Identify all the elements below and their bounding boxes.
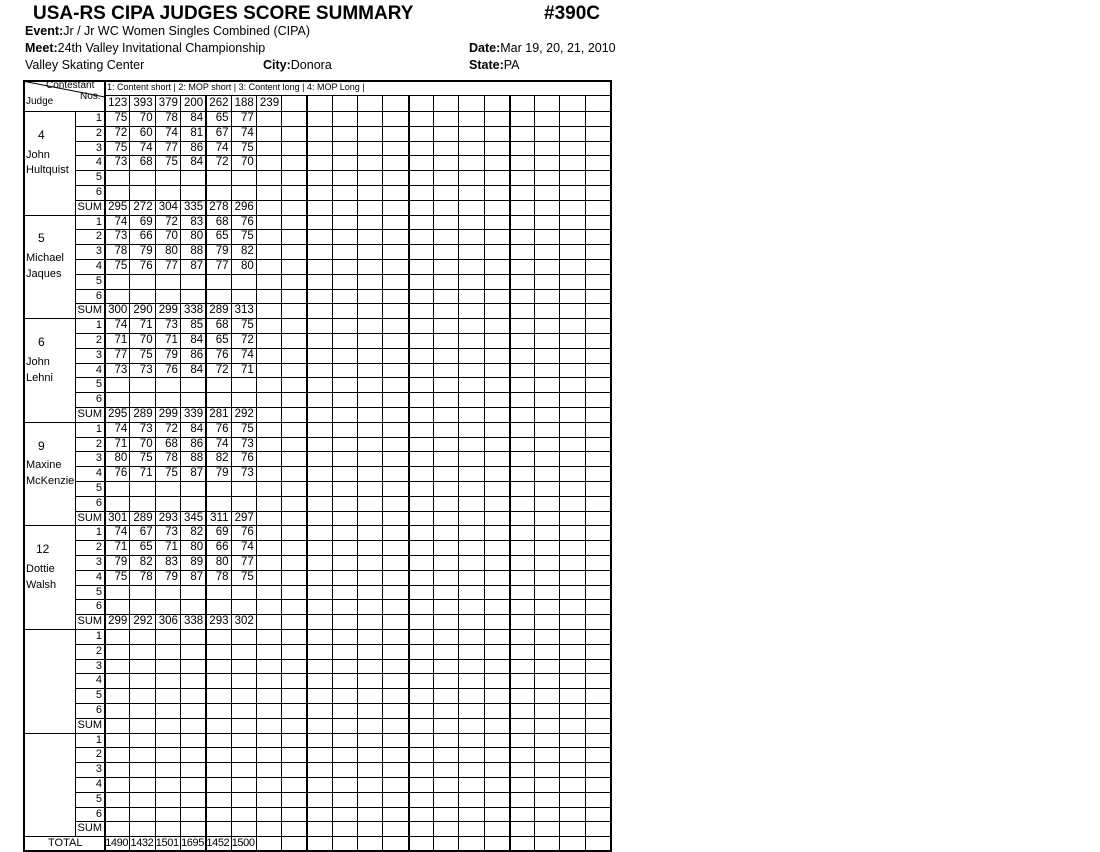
row-label: SUM — [77, 408, 102, 420]
grid-line — [75, 585, 610, 586]
judge-last-name: Walsh — [26, 578, 57, 591]
grid-line — [75, 599, 610, 600]
total-cell: 1695 — [181, 837, 204, 850]
score-cell: 74 — [165, 126, 178, 139]
row-label: 2 — [95, 644, 102, 657]
score-cell: 74 — [215, 437, 229, 450]
form-number: #390C — [544, 3, 600, 24]
row-label: 2 — [95, 126, 102, 139]
row-label: 1 — [95, 733, 102, 746]
score-cell: 65 — [215, 334, 229, 346]
row-label: 6 — [95, 807, 102, 820]
sum-cell: 335 — [184, 200, 204, 213]
score-cell: 78 — [215, 570, 229, 583]
category-legend: 1: Content short | 2: MOP short | 3: Content long | 4: MOP Long | — [107, 82, 365, 92]
score-cell: 85 — [190, 319, 204, 332]
score-cell: 76 — [215, 348, 229, 361]
score-cell: 73 — [165, 526, 178, 539]
sum-cell: 292 — [234, 408, 254, 420]
date-label: Date: — [469, 41, 501, 55]
sum-cell: 299 — [158, 408, 178, 420]
page-title: USA-RS CIPA JUDGES SCORE SUMMARY — [33, 3, 414, 24]
score-cell: 71 — [165, 541, 178, 554]
row-label: 6 — [95, 496, 102, 509]
score-cell: 70 — [139, 334, 153, 346]
row-label: 6 — [95, 704, 102, 716]
grid-line — [559, 95, 560, 850]
score-cell: 75 — [114, 141, 128, 154]
grid-line — [408, 95, 410, 850]
sum-cell: 278 — [209, 200, 229, 213]
grid-line — [332, 95, 333, 850]
city-field — [263, 58, 332, 73]
score-cell: 77 — [241, 112, 254, 124]
sum-cell: 281 — [209, 408, 229, 420]
score-cell: 73 — [165, 319, 178, 332]
sum-cell: 338 — [184, 304, 204, 317]
event-value: Jr / Jr WC Women Singles Combined (CIPA) — [63, 24, 311, 38]
score-cell: 76 — [139, 260, 153, 272]
sum-cell: 292 — [133, 615, 153, 628]
row-label: 4 — [95, 260, 102, 272]
contestant-number: 200 — [184, 97, 204, 109]
sum-cell: 302 — [234, 615, 254, 628]
row-label: 3 — [95, 556, 102, 568]
score-cell: 82 — [241, 245, 254, 258]
score-cell: 77 — [241, 556, 254, 568]
score-cell: 75 — [114, 260, 128, 272]
grid-line — [281, 95, 282, 850]
grid-line — [610, 80, 612, 852]
score-cell: 75 — [241, 319, 254, 332]
total-cell: 1432 — [130, 837, 154, 850]
row-label: SUM — [77, 615, 102, 628]
score-cell: 65 — [215, 112, 229, 124]
grid-line — [75, 821, 610, 822]
grid-line — [75, 673, 610, 674]
score-cell: 67 — [215, 126, 229, 139]
score-cell: 72 — [165, 215, 178, 228]
grid-line — [75, 659, 610, 660]
score-cell: 76 — [241, 452, 254, 465]
grid-line — [75, 185, 610, 186]
grid-line — [75, 807, 610, 808]
score-cell: 68 — [139, 156, 153, 169]
row-label: 1 — [95, 422, 102, 435]
row-label: SUM — [77, 511, 102, 524]
row-label: 5 — [95, 171, 102, 184]
score-cell: 72 — [114, 126, 128, 139]
judge-first-name: John — [26, 355, 50, 368]
grid-line — [75, 377, 610, 378]
sum-cell: 289 — [133, 511, 153, 524]
date-field — [469, 41, 616, 56]
score-cell: 77 — [165, 260, 178, 272]
sum-cell: 301 — [108, 511, 128, 524]
score-cell: 75 — [114, 112, 128, 124]
row-label: 5 — [95, 689, 102, 702]
score-cell: 74 — [114, 215, 128, 228]
score-cell: 79 — [215, 245, 229, 258]
corner-judge-label: Judge — [26, 96, 54, 107]
score-cell: 77 — [114, 348, 128, 361]
row-label: 4 — [95, 674, 102, 687]
row-label: 3 — [95, 452, 102, 465]
score-cell: 84 — [190, 156, 204, 169]
score-cell: 83 — [190, 215, 204, 228]
judge-first-name: John — [26, 148, 50, 161]
judge-last-name: Lehni — [26, 371, 53, 384]
grid-line — [75, 747, 610, 748]
score-cell: 86 — [190, 348, 204, 361]
row-label: 6 — [95, 186, 102, 198]
score-cell: 72 — [215, 156, 229, 169]
row-label: 4 — [95, 156, 102, 169]
row-label: 2 — [95, 748, 102, 761]
grid-line — [75, 644, 610, 645]
sum-cell: 289 — [133, 408, 153, 420]
grid-line — [585, 95, 586, 850]
score-cell: 75 — [241, 230, 254, 243]
sum-cell: 313 — [234, 304, 254, 317]
score-cell: 88 — [190, 245, 204, 258]
judge-last-name: Jaques — [26, 268, 62, 280]
row-label: 6 — [95, 393, 102, 406]
row-label: 5 — [95, 792, 102, 805]
score-cell: 86 — [190, 141, 204, 154]
row-label: 4 — [95, 363, 102, 376]
score-cell: 71 — [139, 319, 153, 332]
row-label: 3 — [95, 245, 102, 258]
row-label: 3 — [95, 348, 102, 361]
score-cell: 73 — [241, 437, 254, 450]
sum-cell: 339 — [184, 408, 204, 420]
score-cell: 68 — [215, 319, 229, 332]
row-label: 5 — [95, 585, 102, 598]
sum-cell: 297 — [234, 511, 254, 524]
sum-cell: 311 — [210, 511, 229, 524]
grid-line — [75, 274, 610, 275]
total-cell: 1501 — [155, 837, 179, 850]
score-cell: 74 — [114, 422, 128, 435]
score-cell: 66 — [139, 230, 153, 243]
score-cell: 87 — [190, 260, 204, 272]
score-cell: 65 — [139, 541, 153, 554]
sum-cell: 293 — [158, 511, 178, 524]
state-value: PA — [503, 58, 520, 72]
score-cell: 76 — [241, 215, 254, 228]
score-cell: 84 — [190, 422, 204, 435]
score-cell: 74 — [215, 141, 229, 154]
score-cell: 80 — [165, 245, 178, 258]
grid-line — [433, 95, 434, 850]
grid-line — [382, 95, 383, 850]
score-cell: 60 — [139, 126, 153, 139]
grid-line — [75, 703, 610, 704]
judge-number: 9 — [38, 438, 45, 453]
score-cell: 84 — [190, 363, 204, 376]
score-cell: 76 — [114, 467, 128, 480]
score-cell: 87 — [190, 467, 204, 480]
score-cell: 80 — [190, 230, 204, 243]
score-cell: 78 — [165, 112, 178, 124]
score-cell: 75 — [165, 156, 178, 169]
state-label: State: — [469, 58, 504, 72]
score-cell: 75 — [139, 452, 153, 465]
date-value: Mar 19, 20, 21, 2010 — [500, 41, 616, 55]
score-cell: 82 — [215, 452, 229, 465]
row-label: 3 — [95, 763, 102, 776]
total-cell: 1500 — [231, 837, 255, 850]
row-label: 2 — [95, 334, 102, 346]
sum-cell: 293 — [209, 615, 229, 628]
score-cell: 73 — [139, 363, 153, 376]
sum-cell: 300 — [108, 304, 128, 317]
score-cell: 73 — [114, 363, 128, 376]
score-cell: 79 — [165, 348, 178, 361]
state-field — [469, 58, 519, 73]
score-cell: 79 — [165, 570, 178, 583]
score-cell: 76 — [215, 422, 229, 435]
event-label: Event: — [25, 24, 64, 38]
score-cell: 69 — [139, 215, 153, 228]
row-label: 1 — [95, 526, 102, 539]
row-label: 1 — [95, 112, 102, 124]
score-cell: 71 — [114, 334, 128, 346]
score-cell: 71 — [114, 437, 128, 450]
row-label: SUM — [77, 718, 102, 731]
judge-first-name: Michael — [26, 252, 64, 265]
score-cell: 82 — [139, 556, 153, 568]
sum-cell: 289 — [209, 304, 229, 317]
score-cell: 73 — [139, 422, 153, 435]
score-cell: 77 — [215, 260, 229, 272]
score-cell: 79 — [114, 556, 128, 568]
score-cell: 87 — [190, 570, 204, 583]
score-cell: 74 — [139, 141, 153, 154]
grid-line — [23, 80, 25, 852]
meet-value: 24th Valley Invitational Championship — [57, 41, 266, 55]
grid-line — [75, 481, 610, 482]
score-cell: 75 — [165, 467, 178, 480]
sum-cell: 296 — [234, 200, 254, 213]
score-cell: 71 — [165, 334, 178, 346]
grid-line — [75, 170, 610, 171]
score-cell: 82 — [190, 526, 204, 539]
event-field — [25, 24, 310, 39]
total-cell: 1490 — [105, 837, 129, 850]
score-cell: 79 — [139, 245, 153, 258]
score-cell: 72 — [215, 363, 229, 376]
sum-cell: 345 — [184, 511, 204, 524]
contestant-number: 379 — [158, 97, 178, 109]
score-cell: 65 — [215, 230, 229, 243]
judge-last-name: McKenzie — [26, 475, 75, 488]
row-label: 1 — [95, 630, 102, 642]
sum-cell: 306 — [158, 615, 178, 628]
score-cell: 71 — [241, 363, 254, 376]
score-cell: 68 — [215, 215, 229, 228]
city-value: Donora — [290, 58, 332, 72]
score-cell: 77 — [165, 141, 178, 154]
meet-label: Meet: — [25, 41, 58, 55]
judge-first-name: Maxine — [26, 459, 62, 472]
row-label: 3 — [95, 141, 102, 154]
total-cell: 1452 — [206, 837, 230, 850]
sum-cell: 272 — [133, 200, 153, 213]
score-cell: 74 — [241, 541, 254, 554]
contestant-number: 239 — [259, 97, 280, 109]
score-cell: 74 — [114, 526, 128, 539]
grid-line — [75, 688, 610, 689]
grid-line — [256, 95, 257, 850]
score-cell: 70 — [139, 112, 153, 124]
row-label: 1 — [95, 319, 102, 332]
score-cell: 75 — [241, 141, 254, 154]
row-label: 4 — [95, 570, 102, 583]
score-cell: 83 — [165, 556, 178, 568]
row-label: 4 — [95, 467, 102, 480]
score-cell: 86 — [190, 437, 204, 450]
row-label: SUM — [77, 200, 102, 213]
grid-line — [75, 777, 610, 778]
grid-line — [75, 289, 610, 290]
grid-line — [306, 95, 308, 850]
total-label: TOTAL — [48, 837, 83, 850]
grid-line — [75, 762, 610, 763]
score-cell: 75 — [241, 422, 254, 435]
sum-cell: 299 — [158, 304, 178, 317]
meet-field — [25, 41, 265, 56]
grid-line — [357, 95, 358, 850]
score-cell: 72 — [165, 422, 178, 435]
grid-line — [23, 629, 610, 630]
score-cell: 71 — [139, 467, 153, 480]
grid-line — [509, 95, 511, 850]
judge-last-name: Hultquist — [26, 164, 69, 177]
row-label: SUM — [77, 822, 102, 835]
score-cell: 73 — [114, 156, 128, 169]
contestant-number: 393 — [133, 97, 153, 109]
score-cell: 67 — [139, 526, 153, 539]
grid-line — [75, 496, 610, 497]
sum-cell: 290 — [133, 304, 153, 317]
score-cell: 84 — [190, 334, 204, 346]
score-cell: 80 — [241, 260, 254, 272]
grid-line — [75, 792, 610, 793]
score-cell: 66 — [215, 541, 229, 554]
corner-contestant-label: Contestant — [46, 80, 95, 91]
row-label: 6 — [95, 600, 102, 613]
score-cell: 80 — [190, 541, 204, 554]
row-label: 5 — [95, 482, 102, 494]
score-cell: 75 — [114, 570, 128, 583]
score-cell: 70 — [139, 437, 153, 450]
row-label: 4 — [95, 778, 102, 790]
score-cell: 80 — [114, 452, 128, 465]
grid-line — [23, 733, 610, 734]
score-cell: 71 — [114, 541, 128, 554]
judge-number: 6 — [38, 335, 45, 349]
row-label: 5 — [95, 274, 102, 287]
sum-cell: 295 — [108, 200, 128, 213]
contestant-number: 123 — [108, 97, 128, 109]
score-cell: 73 — [114, 230, 128, 243]
grid-line — [534, 95, 535, 850]
score-cell: 72 — [241, 334, 254, 346]
sum-cell: 304 — [158, 200, 178, 213]
score-cell: 78 — [114, 245, 128, 258]
city-label: City: — [263, 58, 291, 72]
score-cell: 74 — [241, 126, 254, 139]
row-label: 2 — [95, 437, 102, 450]
judge-first-name: Dottie — [26, 563, 55, 575]
score-cell: 70 — [241, 156, 254, 169]
score-cell: 76 — [241, 526, 254, 539]
score-cell: 88 — [190, 452, 204, 465]
score-cell: 80 — [215, 556, 229, 568]
score-cell: 69 — [215, 526, 229, 539]
score-cell: 76 — [165, 363, 178, 376]
row-label: 2 — [95, 230, 102, 243]
score-cell: 68 — [165, 437, 178, 450]
row-label: 3 — [95, 659, 102, 672]
score-cell: 70 — [165, 230, 178, 243]
score-cell: 81 — [190, 126, 204, 139]
score-cell: 84 — [190, 112, 204, 124]
judge-number: 12 — [36, 542, 50, 557]
row-label: 6 — [95, 289, 102, 302]
row-label: 2 — [95, 541, 102, 554]
judge-number: 5 — [38, 231, 45, 246]
score-cell: 74 — [114, 319, 128, 332]
grid-line — [458, 95, 459, 850]
contestant-number: 188 — [234, 97, 254, 109]
sum-cell: 299 — [108, 615, 128, 628]
sum-cell: 338 — [184, 615, 204, 628]
venue: Valley Skating Center — [25, 58, 145, 72]
row-label: SUM — [77, 304, 102, 317]
score-cell: 79 — [215, 467, 229, 480]
grid-line — [75, 718, 610, 719]
judge-number: 4 — [38, 127, 45, 142]
score-cell: 74 — [241, 348, 254, 361]
sum-cell: 295 — [108, 408, 128, 420]
row-label: 5 — [95, 378, 102, 391]
score-cell: 78 — [165, 452, 178, 465]
row-label: 1 — [95, 215, 102, 228]
score-cell: 89 — [190, 556, 204, 568]
score-cell: 75 — [241, 570, 254, 583]
corner-nos-label: Nos. — [80, 91, 101, 102]
grid-line — [75, 392, 610, 393]
contestant-number: 262 — [209, 97, 229, 109]
score-cell: 73 — [241, 467, 254, 480]
score-cell: 75 — [139, 348, 153, 361]
grid-line — [484, 95, 485, 850]
score-cell: 78 — [139, 570, 153, 583]
